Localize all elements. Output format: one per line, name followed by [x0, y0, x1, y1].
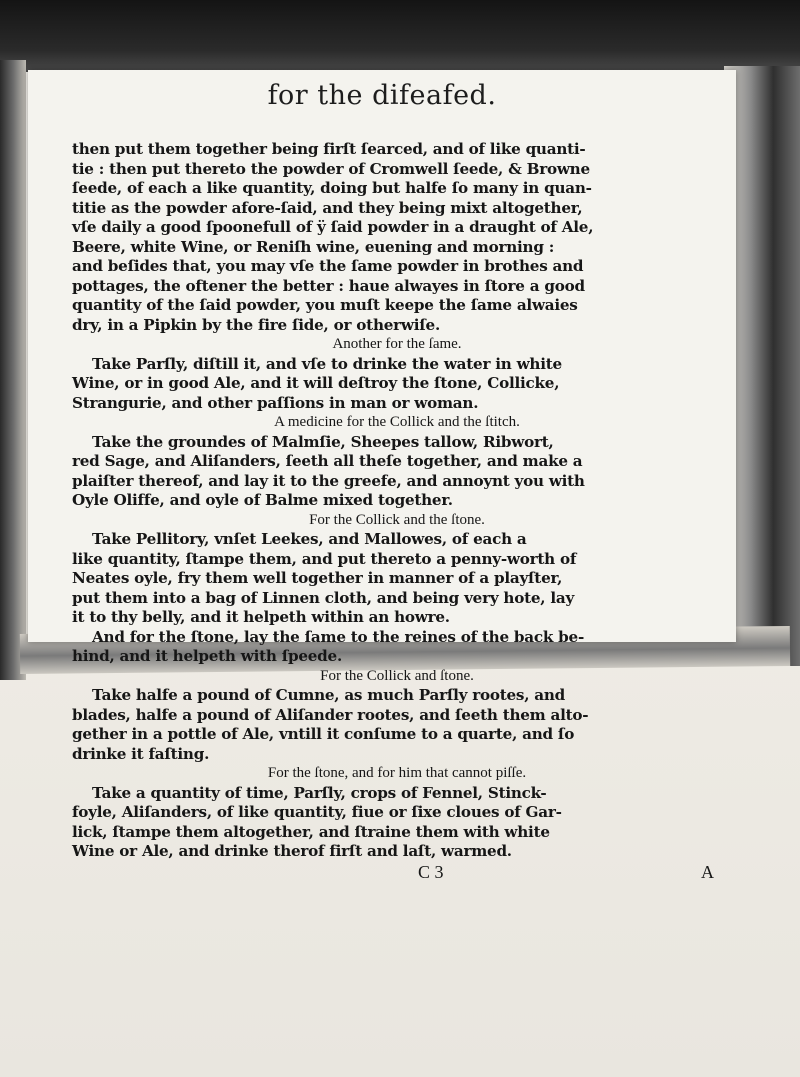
page-footer [72, 862, 722, 882]
recipe-heading: For the ſtone, and for him that cannot piſſe. [267, 765, 527, 781]
text-line: tie : then put thereto the powder of Cromwell ſeede, & Browne [72, 159, 590, 178]
text-line: Strangurie, and other paſſions in man or woman. [72, 393, 479, 412]
text-line: Take the groundes of Malmſie, Sheepes tallow, Ribwort, [92, 432, 554, 451]
text-line: Take Pellitory, vnſet Leekes, and Mallowes, of each a [92, 530, 527, 548]
text-line: titie as the powder afore-ſaid, and they being mixt altogether, [72, 198, 583, 217]
recipe-heading: For the Collick and the ſtone. [309, 511, 485, 528]
text-line: dry, in a Pipkin by the fire ſide, or otherwiſe. [72, 315, 440, 334]
text-line: Take Parſly, diſtill it, and vſe to drinke the water in white [92, 354, 562, 373]
dark-scan-border [0, 0, 800, 72]
text-line: like quantity, ſtampe them, and put thereto a penny-worth of [72, 549, 577, 568]
text-line: And for the ſtone, lay the ſame to the reines of the back be- [92, 627, 585, 646]
running-head: for the difeafed. [267, 80, 497, 111]
left-page-edge [0, 60, 26, 680]
book-page [28, 70, 736, 882]
text-line: Wine or Ale, and drinke therof firſt and laſt, warmed. [72, 842, 512, 860]
text-line: red Sage, and Aliſanders, ſeeth all theſe together, and make a [72, 452, 583, 470]
text-line: plaiſter thereof, and lay it to the greefe, and annoynt you with [72, 471, 585, 490]
text-line: Neates oyle, fry them well together in manner of a playſter, [72, 569, 563, 587]
recipe-heading: Another for the ſame. [332, 336, 462, 352]
text-line: put them into a bag of Linnen cloth, and being very hote, lay [72, 588, 575, 607]
text-line: it to thy belly, and it helpeth within an howre. [72, 608, 450, 626]
text-line: drinke it faſting. [72, 744, 210, 763]
signature-mark: C 3 [418, 861, 444, 882]
text-line: Oyle Oliffe, and oyle of Balme mixed together. [72, 491, 453, 509]
text-line: and beſides that, you may vſe the ſame powder in brothes and [72, 257, 584, 275]
text-line: lick, ſtampe them altogether, and ſtraine them with white [72, 822, 550, 841]
text-line: quantity of the ſaid powder, you muſt keepe the ſame alwaies [72, 296, 578, 314]
text-line: pottages, the oftener the better : haue alwayes in ſtore a good [72, 276, 585, 295]
text-line: Wine, or in good Ale, and it will deſtroy the ſtone, Collicke, [72, 374, 560, 392]
text-line: Take a quantity of time, Parſly, crops of Fennel, Stinck- [92, 783, 547, 802]
text-line: ſeede, of each a like quantity, doing but halfe ſo many in quan- [72, 179, 592, 197]
text-line: vſe daily a good ſpoonefull of ÿ ſaid powder in a draught of Ale, [72, 218, 594, 236]
recipe-heading: For the Collick and ſtone. [320, 667, 474, 684]
recipe-heading: A medicine for the Collick and the ſtitch. [274, 414, 520, 430]
text-line: Beere, white Wine, or Reniſh wine, euening and morning : [72, 237, 555, 256]
text-line: then put them together being firſt ſearced, and of like quanti- [72, 140, 586, 158]
text-line: gether in a pottle of Ale, vntill it conſume to a quarte, and ſo [72, 725, 575, 743]
text-line: hind, and it helpeth with ſpeede. [72, 647, 342, 665]
text-block [72, 140, 722, 882]
catchword: A [701, 861, 714, 882]
text-line: foyle, Aliſanders, of like quantity, fiue or ſixe cloues of Gar- [72, 803, 562, 821]
text-line: Take halfe a pound of Cumne, as much Parſly rootes, and [92, 686, 566, 704]
text-line: blades, halfe a pound of Aliſander rootes, and ſeeth them alto- [72, 705, 589, 724]
